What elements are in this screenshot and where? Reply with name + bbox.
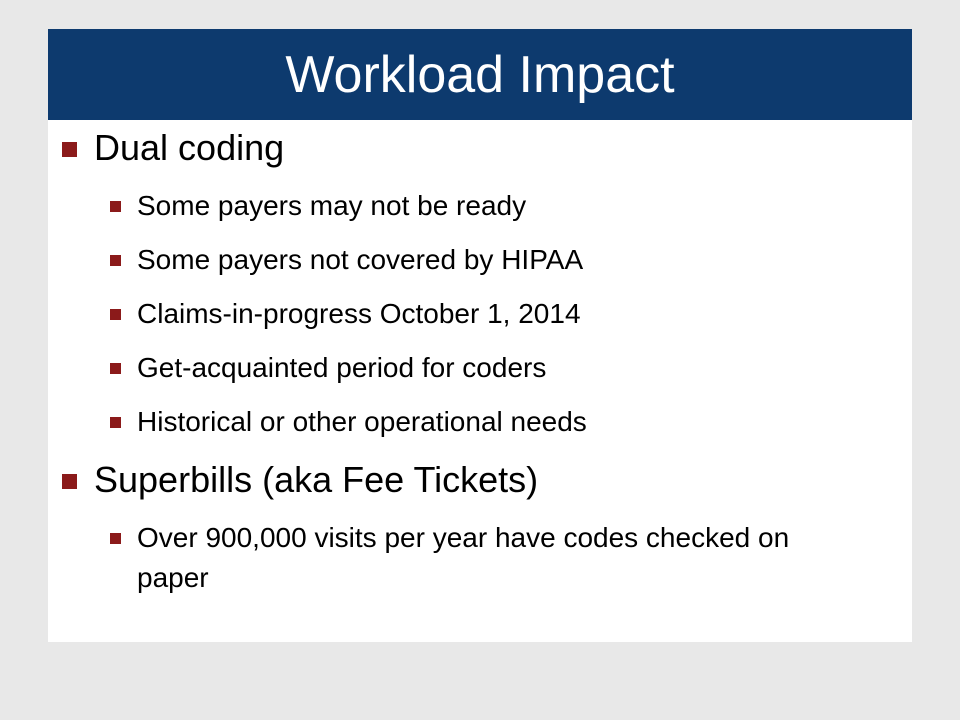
sub-bullet-text: Over 900,000 visits per year have codes checked on paper bbox=[137, 522, 790, 593]
sub-bullet bbox=[110, 348, 850, 388]
sub-bullet bbox=[110, 186, 850, 226]
square-bullet-icon bbox=[62, 142, 77, 157]
square-bullet-icon bbox=[110, 309, 121, 320]
sub-bullet-text: Historical or other operational needs bbox=[137, 406, 587, 437]
square-bullet-icon bbox=[110, 255, 121, 266]
square-bullet-icon bbox=[110, 533, 121, 544]
square-bullet-icon bbox=[110, 363, 121, 374]
slide-title: Workload Impact bbox=[285, 45, 675, 104]
sub-bullet-text: Some payers may not be ready bbox=[137, 190, 527, 221]
sub-bullet bbox=[110, 402, 850, 442]
bullet-superbills bbox=[62, 460, 538, 500]
square-bullet-icon bbox=[110, 201, 121, 212]
sub-bullet-text: Get-acquainted period for coders bbox=[137, 352, 547, 383]
title-bar bbox=[48, 29, 912, 120]
bullet-text: Dual coding bbox=[94, 127, 285, 168]
sub-bullet bbox=[110, 518, 830, 598]
sub-bullet-text: Claims-in-progress October 1, 2014 bbox=[137, 298, 581, 329]
square-bullet-icon bbox=[110, 417, 121, 428]
sub-bullet bbox=[110, 240, 850, 280]
bullet-dual-coding bbox=[62, 128, 284, 168]
square-bullet-icon bbox=[62, 474, 77, 489]
slide bbox=[48, 29, 912, 642]
sub-bullet bbox=[110, 294, 850, 334]
bullet-text: Superbills (aka Fee Tickets) bbox=[94, 459, 539, 500]
sub-bullet-text: Some payers not covered by HIPAA bbox=[137, 244, 584, 275]
